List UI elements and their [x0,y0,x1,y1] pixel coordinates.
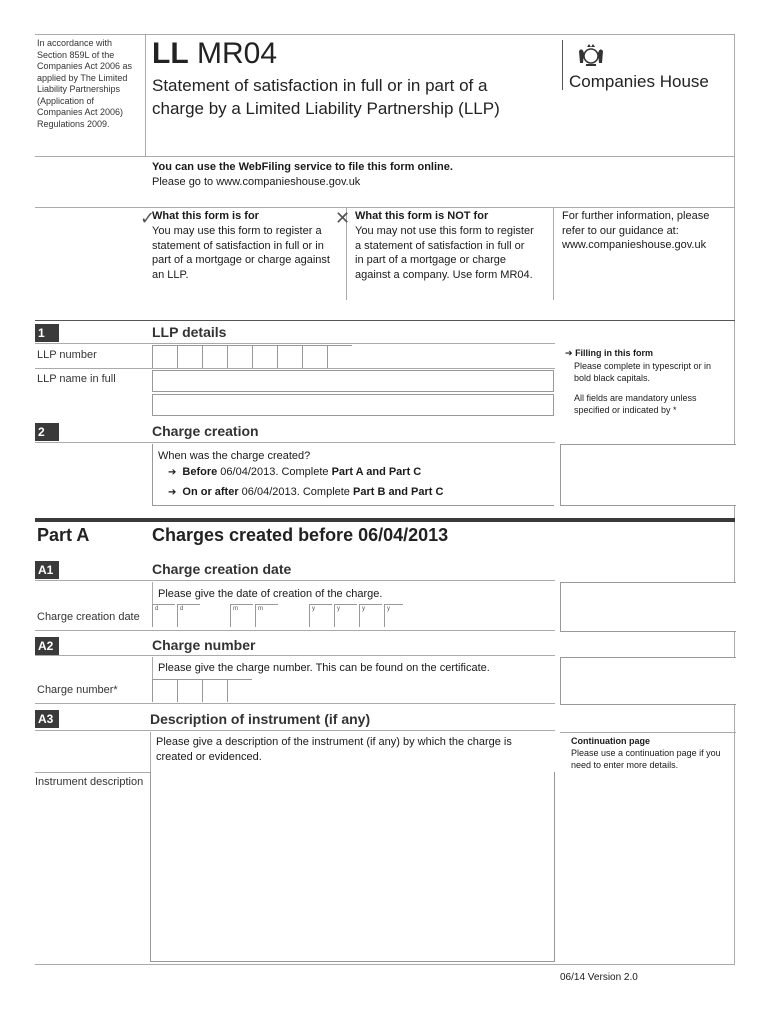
charge-creation-date-field[interactable] [152,604,402,630]
day-placeholder: d [155,606,159,612]
filling-text: Please complete in typescript or in bold black capitals. [574,361,712,383]
a1-title-line [35,580,555,581]
part-a-title: Charges created before 06/04/2013 [152,525,449,545]
webfiling-top-line [35,156,735,157]
a1-side-box [560,582,736,632]
arrow-right-icon: ➔ [168,487,177,498]
info-divider-2 [553,207,554,300]
year-placeholder: y [337,606,340,612]
version-label: 06/14 Version 2.0 [560,972,638,983]
charge-creation-date-label: Charge creation date [37,611,140,623]
option-before[interactable] [168,465,421,481]
section2-title: Charge creation [152,423,259,439]
section2-title-line [35,442,555,443]
a1-number: A1 [35,561,59,579]
continuation-line [560,732,736,733]
section1-title: LLP details [152,324,227,340]
a2-title-line [35,655,555,656]
a1-bottom-line [35,630,555,631]
a2-left-line [152,657,153,679]
a2-title: Charge number [152,637,256,653]
month-placeholder: m [233,606,238,612]
a3-left-line [150,732,151,772]
option2-text: 06/04/2013. Complete [238,486,353,498]
section1-top-line [35,320,735,321]
llp-name-label: LLP name in full [37,373,116,385]
continuation-title: Continuation page [571,736,650,746]
a3-title-line [35,730,555,731]
year-placeholder: y [387,606,390,612]
a2-number: A2 [35,637,59,655]
not-for-text: You may not use this form to register a statement of satisfaction in full or in part of a mortgage or charge against a company. Use form MR04. [355,225,534,281]
a1-title: Charge creation date [152,561,292,577]
form-number: MR04 [197,37,278,70]
option1-text: 06/04/2013. Complete [217,466,332,478]
a2-side-box [560,657,736,705]
llp-name-field-1[interactable] [152,370,554,392]
a3-title: Description of instrument (if any) [150,711,371,727]
a1-left-line [152,582,153,604]
section2-number: 2 [35,423,59,441]
check-icon: ✓ [140,208,156,228]
llp-name-field-2[interactable] [152,394,554,416]
option2-bold: On or after [182,486,239,498]
footer-line [35,964,735,965]
companies-house-logo: Companies House [569,72,709,91]
a3-number: A3 [35,710,59,728]
year-placeholder: y [362,606,365,612]
option2-part: Part B and Part C [352,486,444,498]
section1-title-line [35,343,555,344]
is-for-text: You may use this form to register a statement of satisfaction in full or in part of a mortgage or charge against an LLP. [152,225,330,281]
form-title: Statement of satisfaction in full or in part of a charge by a Limited Liability Partnership (LLP) [152,76,500,118]
month-placeholder: m [258,606,263,612]
charge-creation-question: When was the charge created? [158,450,311,462]
option1-bold: Before [182,466,218,478]
further-info: For further information, please refer to our guidance at: www.companieshouse.gov.uk [562,210,710,251]
instrument-description-label: Instrument description [35,776,144,788]
section2-side-box [560,444,736,506]
option-on-or-after[interactable] [168,485,443,501]
continuation-text: Please use a continuation page if you need to enter more details. [571,748,721,770]
form-prefix: LL [152,37,189,70]
mandatory-text: All fields are mandatory unless specified or indicated by * [574,393,697,415]
webfiling-link[interactable]: Please go to www.companieshouse.gov.uk [152,176,361,188]
top-border [35,34,735,35]
charge-number-label: Charge number* [37,684,118,696]
webfiling-heading: You can use the WebFiling service to file this form online. [152,161,453,173]
filling-title [565,348,653,360]
option1-part: Part A and Part C [331,466,422,478]
day-placeholder: d [180,606,184,612]
a2-instruction: Please give the charge number. This can be found on the certificate. [158,662,490,674]
llp-number-label: LLP number [37,349,97,361]
royal-crest-icon [576,41,606,69]
is-for-title: What this form is for [152,210,259,222]
not-for-title: What this form is NOT for [355,210,489,222]
llp-number-field[interactable] [152,345,352,367]
llp-number-line [35,368,555,369]
part-a-label: Part A [37,525,90,545]
charge-number-field[interactable] [152,679,252,703]
logo-divider [562,40,563,90]
a3-instruction: Please give a description of the instrument (if any) by which the charge is created or evidenced. [156,736,512,763]
legal-note: In accordance with Section 859L of the Companies Act 2006 as applied by The Limited Liability Partnerships (Application of Companies Act 2006) Regulations 2009. [37,38,133,129]
cross-icon: ✕ [335,208,351,228]
year-placeholder: y [312,606,315,612]
part-a-top-rule [35,518,735,522]
form-code [152,36,277,72]
a1-instruction: Please give the date of creation of the charge. [158,588,383,600]
section1-number: 1 [35,324,59,342]
filling-title-text: Filling in this form [575,348,654,358]
header-divider [145,34,146,156]
arrow-right-icon: ➔ [565,348,573,358]
instrument-description-field[interactable] [150,772,555,962]
arrow-right-icon: ➔ [168,467,177,478]
a2-bottom-line [35,703,555,704]
